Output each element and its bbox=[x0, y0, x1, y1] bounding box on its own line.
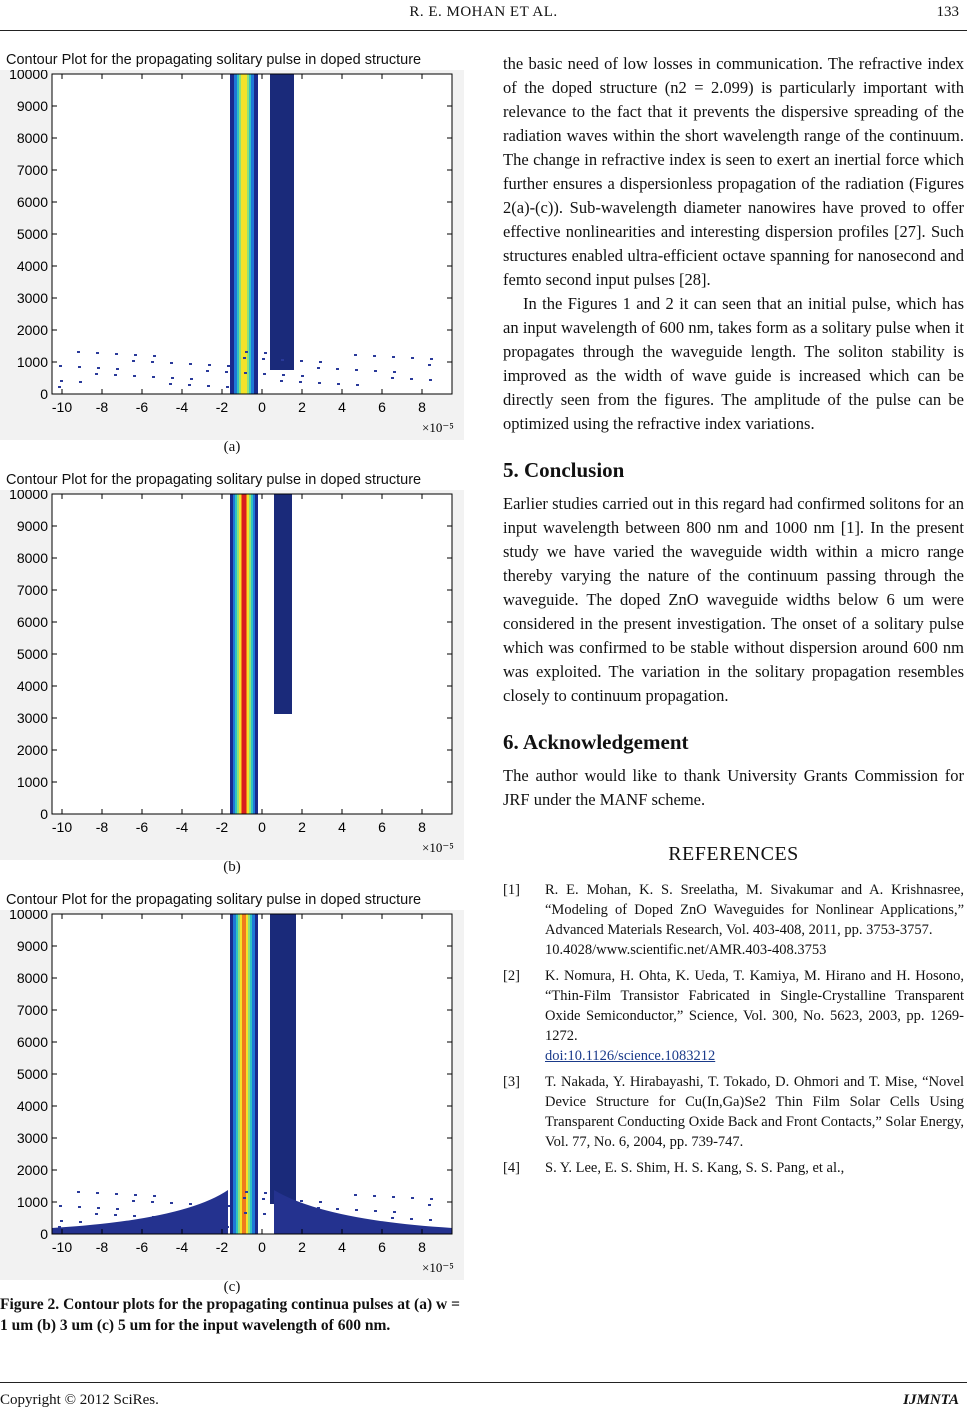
x-tick-label: -2 bbox=[215, 819, 229, 835]
y-tick-label: 6000 bbox=[16, 614, 48, 630]
speckle bbox=[78, 1206, 81, 1208]
speckle bbox=[133, 1215, 136, 1217]
y-tick-label: 10000 bbox=[9, 490, 48, 502]
y-tick-label: 4000 bbox=[16, 258, 48, 274]
speckle bbox=[96, 352, 99, 354]
speckle bbox=[354, 354, 357, 356]
speckle bbox=[430, 358, 433, 360]
speckle bbox=[356, 384, 359, 386]
speckle bbox=[60, 380, 63, 382]
y-tick-label: 0 bbox=[40, 806, 48, 822]
speckle bbox=[59, 365, 62, 367]
pulse-band bbox=[242, 494, 246, 814]
figure-c bbox=[0, 892, 464, 1312]
x-tick-label: -8 bbox=[95, 1239, 109, 1255]
speckle bbox=[170, 1202, 173, 1204]
speckle bbox=[410, 1218, 413, 1220]
subfigure-label: (b) bbox=[223, 859, 241, 875]
y-tick-label: 6000 bbox=[16, 1034, 48, 1050]
x-tick-label: -8 bbox=[95, 399, 109, 415]
speckle bbox=[188, 384, 191, 386]
reference-text: R. E. Mohan, K. S. Sreelatha, M. Sivakumar and A. Krishnasree, “Modeling of Doped ZnO Waveguides for Nonlinear Applications,” Advanced Materials Research, Vol. 403-408, 2011, pp. 3753-3757. 10.4028/www.scientific.net/AMR.403-408.3753 bbox=[545, 882, 964, 958]
figure-column bbox=[0, 52, 464, 1312]
speckle bbox=[96, 1192, 99, 1194]
speckle bbox=[411, 357, 414, 359]
y-tick-label: 5000 bbox=[16, 646, 48, 662]
speckle bbox=[355, 369, 358, 371]
speckle bbox=[189, 363, 192, 365]
contour-plot-b bbox=[0, 490, 464, 860]
speckle bbox=[153, 355, 156, 357]
speckle bbox=[262, 1198, 265, 1200]
speckle bbox=[281, 359, 284, 361]
speckle bbox=[264, 352, 267, 354]
speckle bbox=[152, 376, 155, 378]
figure-b bbox=[0, 472, 464, 892]
speckle bbox=[208, 364, 211, 366]
speckle bbox=[391, 377, 394, 379]
copyright: Copyright © 2012 SciRes. bbox=[0, 1392, 159, 1408]
x-multiplier: ×10⁻⁵ bbox=[422, 420, 454, 435]
speckle bbox=[243, 1197, 246, 1199]
y-tick-label: 2000 bbox=[16, 1162, 48, 1178]
page-footer bbox=[0, 1382, 967, 1408]
speckle bbox=[170, 362, 173, 364]
footer-rule bbox=[0, 1382, 967, 1383]
x-tick-label: 6 bbox=[378, 1239, 386, 1255]
speckle bbox=[336, 1208, 339, 1210]
speckle bbox=[132, 360, 135, 362]
speckle bbox=[410, 378, 413, 380]
speckle bbox=[115, 1193, 118, 1195]
x-tick-label: 4 bbox=[338, 819, 346, 835]
speckle bbox=[95, 1213, 98, 1215]
speckle bbox=[428, 364, 431, 366]
subfigure-label: (a) bbox=[223, 439, 241, 455]
subfigure-label: (c) bbox=[223, 1279, 241, 1295]
speckle bbox=[59, 1205, 62, 1207]
y-tick-label: 3000 bbox=[16, 1130, 48, 1146]
speckle bbox=[429, 379, 432, 381]
speckle bbox=[299, 381, 302, 383]
y-tick-label: 6000 bbox=[16, 194, 48, 210]
x-tick-label: 2 bbox=[298, 1239, 306, 1255]
speckle bbox=[282, 374, 285, 376]
text-column bbox=[503, 52, 964, 1184]
x-tick-label: -6 bbox=[135, 819, 149, 835]
speckle bbox=[133, 375, 136, 377]
reference-text: K. Nomura, H. Ohta, K. Ueda, T. Kamiya, M. Hirano and H. Hosono, “Thin-Film Transistor Fabricated in Single-Crystalline Transparent Oxide Semiconductor,” Science, Vol. 300, No. 5623, 2003, pp. 1269-1272. doi:10.1126/science.1083212 bbox=[545, 968, 964, 1064]
y-tick-label: 8000 bbox=[16, 970, 48, 986]
reference-item bbox=[503, 880, 964, 960]
y-tick-label: 5000 bbox=[16, 1066, 48, 1082]
y-tick-label: 8000 bbox=[16, 550, 48, 566]
y-tick-label: 5000 bbox=[16, 226, 48, 242]
speckle bbox=[77, 351, 80, 353]
reference-number: [4] bbox=[503, 1160, 520, 1176]
reference-doi-link[interactable]: doi:10.1126/science.1083212 bbox=[545, 1048, 716, 1064]
speckle bbox=[245, 1191, 248, 1193]
reference-number: [2] bbox=[503, 968, 520, 984]
x-tick-label: -10 bbox=[51, 399, 73, 415]
speckle bbox=[392, 356, 395, 358]
reference-number: [3] bbox=[503, 1074, 520, 1090]
speckle bbox=[79, 381, 82, 383]
speckle bbox=[244, 1212, 247, 1214]
speckle bbox=[190, 378, 193, 380]
y-tick-label: 7000 bbox=[16, 582, 48, 598]
speckle bbox=[151, 361, 154, 363]
speckle bbox=[317, 367, 320, 369]
y-tick-label: 1000 bbox=[16, 354, 48, 370]
page-header bbox=[0, 4, 967, 28]
x-tick-label: -4 bbox=[175, 819, 189, 835]
y-tick-label: 3000 bbox=[16, 710, 48, 726]
journal-name: IJMNTA bbox=[903, 1392, 959, 1408]
paragraph: In the Figures 1 and 2 it can seen that an initial pulse, which has an input wavelength of 600 nm, takes form as a solitary pulse when it propagates through the waveguide length. The soliton stability is improved as the width of wave guide is increased which can be directly seen from the figures. The amplitude of the pulse can be optimized using the refractive index variations. bbox=[503, 294, 964, 433]
x-tick-label: 8 bbox=[418, 819, 426, 835]
speckle bbox=[373, 355, 376, 357]
speckle bbox=[169, 383, 172, 385]
y-tick-label: 2000 bbox=[16, 322, 48, 338]
speckle bbox=[374, 1210, 377, 1212]
speckle bbox=[336, 368, 339, 370]
speckle bbox=[79, 1221, 82, 1223]
x-tick-label: -2 bbox=[215, 399, 229, 415]
speckle bbox=[280, 380, 283, 382]
reference-item bbox=[503, 1158, 964, 1178]
plot-title: Contour Plot for the propagating solitary pulse in doped structure bbox=[6, 52, 422, 68]
speckle bbox=[227, 365, 230, 367]
x-tick-label: -10 bbox=[51, 1239, 73, 1255]
speckle bbox=[134, 354, 137, 356]
x-tick-label: 0 bbox=[258, 819, 266, 835]
speckle bbox=[153, 1195, 156, 1197]
speckle bbox=[114, 374, 117, 376]
y-tick-label: 0 bbox=[40, 386, 48, 402]
references-heading: REFERENCES bbox=[668, 843, 799, 865]
x-tick-label: 6 bbox=[378, 399, 386, 415]
speckle bbox=[428, 1204, 431, 1206]
paragraph: The author would like to thank University Grants Commission for JRF under the MANF scheme. bbox=[503, 766, 964, 809]
contour-plot-c bbox=[0, 910, 464, 1280]
speckle bbox=[411, 1197, 414, 1199]
speckle bbox=[300, 360, 303, 362]
speckle bbox=[392, 1196, 395, 1198]
reference-item bbox=[503, 1072, 964, 1152]
x-tick-label: 4 bbox=[338, 1239, 346, 1255]
x-tick-label: 0 bbox=[258, 1239, 266, 1255]
reference-item bbox=[503, 966, 964, 1066]
speckle bbox=[58, 386, 61, 388]
y-tick-label: 1000 bbox=[16, 1194, 48, 1210]
x-tick-label: -6 bbox=[135, 1239, 149, 1255]
speckle bbox=[115, 353, 118, 355]
speckle bbox=[189, 1203, 192, 1205]
y-tick-label: 4000 bbox=[16, 1098, 48, 1114]
dispersed-band bbox=[274, 494, 292, 714]
y-tick-label: 4000 bbox=[16, 678, 48, 694]
paragraph: the basic need of low losses in communication. The refractive index of the doped structure (n2 = 2.099) is particularly important with relevance to the fact that it prevents the dispersive spreading of the radiation waves within the short wavelength range of the continuum. The change in refractive index is seen to exert an inertial force which further ensures a dispersionless propagation of the radiation (Figures 2(a)-(c)). Sub-wavelength diameter nanowires have proved to offer effective nonlinearities and interesting dispersion profiles [27]. Such structures enabled ultra-efficient octave spanning for nanosecond and femto second input pulses [28]. bbox=[503, 54, 964, 289]
x-tick-label: -4 bbox=[175, 399, 189, 415]
running-title: R. E. MOHAN ET AL. bbox=[409, 4, 558, 20]
x-tick-label: 8 bbox=[418, 1239, 426, 1255]
speckle bbox=[207, 385, 210, 387]
speckle bbox=[97, 367, 100, 369]
speckle bbox=[245, 351, 248, 353]
x-tick-label: -10 bbox=[51, 819, 73, 835]
y-tick-label: 10000 bbox=[9, 70, 48, 82]
figure-caption: Figure 2. Contour plots for the propagating continua pulses at (a) w = 1 um (b) 3 um (c) 5 um for the input wavelength of 600 nm. bbox=[0, 1296, 460, 1334]
speckle bbox=[319, 361, 322, 363]
speckle bbox=[319, 1201, 322, 1203]
x-tick-label: 6 bbox=[378, 819, 386, 835]
speckle bbox=[429, 1219, 432, 1221]
x-tick-label: 2 bbox=[298, 819, 306, 835]
speckle bbox=[225, 371, 228, 373]
y-tick-label: 9000 bbox=[16, 98, 48, 114]
speckle bbox=[318, 382, 321, 384]
section-heading: 6. Acknowledgement bbox=[503, 730, 689, 754]
speckle bbox=[391, 1217, 394, 1219]
speckle bbox=[206, 370, 209, 372]
speckle bbox=[430, 1198, 433, 1200]
x-tick-label: -2 bbox=[215, 1239, 229, 1255]
x-tick-label: 0 bbox=[258, 399, 266, 415]
y-tick-label: 3000 bbox=[16, 290, 48, 306]
x-tick-label: -4 bbox=[175, 1239, 189, 1255]
y-tick-label: 7000 bbox=[16, 162, 48, 178]
contour-plot-a bbox=[0, 70, 464, 440]
dispersed-band bbox=[270, 914, 296, 1204]
speckle bbox=[393, 1211, 396, 1213]
plot-title: Contour Plot for the propagating solitary pulse in doped structure bbox=[6, 472, 422, 488]
reference-number: [1] bbox=[503, 882, 520, 898]
section-heading: 5. Conclusion bbox=[503, 458, 625, 482]
speckle bbox=[264, 1192, 267, 1194]
speckle bbox=[300, 1200, 303, 1202]
pulse-band bbox=[242, 914, 246, 1234]
x-tick-label: -6 bbox=[135, 399, 149, 415]
reference-text: T. Nakada, Y. Hirabayashi, T. Tokado, D. Ohmori and T. Mise, “Novel Device Structure for Cu(In,Ga)Se2 Thin Film Solar Cells Using Transparent Conducting Oxide Back and Front Contacts,” Solar Energy, Vol. 77, No. 6, 2004, pp. 739-747. bbox=[545, 1074, 964, 1150]
speckle bbox=[77, 1191, 80, 1193]
speckle bbox=[134, 1194, 137, 1196]
y-tick-label: 0 bbox=[40, 1226, 48, 1242]
dispersed-band bbox=[270, 74, 294, 370]
speckle bbox=[78, 366, 81, 368]
speckle bbox=[226, 386, 229, 388]
y-tick-label: 9000 bbox=[16, 518, 48, 534]
x-tick-label: 8 bbox=[418, 399, 426, 415]
x-tick-label: 4 bbox=[338, 399, 346, 415]
speckle bbox=[301, 375, 304, 377]
speckle bbox=[374, 370, 377, 372]
y-tick-label: 10000 bbox=[9, 910, 48, 922]
reference-text: S. Y. Lee, E. S. Shim, H. S. Kang, S. S. Pang, et al., bbox=[545, 1160, 845, 1176]
speckle bbox=[60, 1220, 63, 1222]
header-rule bbox=[0, 30, 967, 31]
y-tick-label: 1000 bbox=[16, 774, 48, 790]
speckle bbox=[151, 1201, 154, 1203]
pulse-band bbox=[241, 74, 247, 394]
y-tick-label: 2000 bbox=[16, 742, 48, 758]
speckle bbox=[244, 372, 247, 374]
speckle bbox=[354, 1194, 357, 1196]
speckle bbox=[393, 371, 396, 373]
x-multiplier: ×10⁻⁵ bbox=[422, 840, 454, 855]
y-tick-label: 7000 bbox=[16, 1002, 48, 1018]
speckle bbox=[171, 377, 174, 379]
speckle bbox=[373, 1195, 376, 1197]
speckle bbox=[262, 358, 265, 360]
speckle bbox=[116, 368, 119, 370]
y-tick-label: 8000 bbox=[16, 130, 48, 146]
speckle bbox=[114, 1214, 117, 1216]
reference-doi: 10.4028/www.scientific.net/AMR.403-408.3753 bbox=[545, 942, 827, 958]
plot-title: Contour Plot for the propagating solitary pulse in doped structure bbox=[6, 892, 422, 908]
speckle bbox=[132, 1200, 135, 1202]
paragraph: Earlier studies carried out in this regard had confirmed solitons for an input wavelength between 800 nm and 1000 nm [1]. In the present study we have varied the waveguide width within a micro range thereby varying the nature of the continuum passing through the waveguide. The doped ZnO waveguide widths below 6 um were considered in the present investigation. The onset of a solitary pulse which was confirmed to be stable without dispersion around 600 nm was exploited. The variation in the solitary propagation resembles closely to continuum propagation. bbox=[503, 494, 964, 705]
x-tick-label: -8 bbox=[95, 819, 109, 835]
speckle bbox=[355, 1209, 358, 1211]
speckle bbox=[97, 1207, 100, 1209]
speckle bbox=[116, 1208, 119, 1210]
speckle bbox=[337, 383, 340, 385]
figure-a bbox=[0, 52, 464, 472]
speckle bbox=[243, 357, 246, 359]
speckle bbox=[263, 373, 266, 375]
y-tick-label: 9000 bbox=[16, 938, 48, 954]
speckle bbox=[263, 1213, 266, 1215]
x-tick-label: 2 bbox=[298, 399, 306, 415]
speckle bbox=[95, 373, 98, 375]
x-multiplier: ×10⁻⁵ bbox=[422, 1260, 454, 1275]
page-number: 133 bbox=[936, 4, 959, 20]
